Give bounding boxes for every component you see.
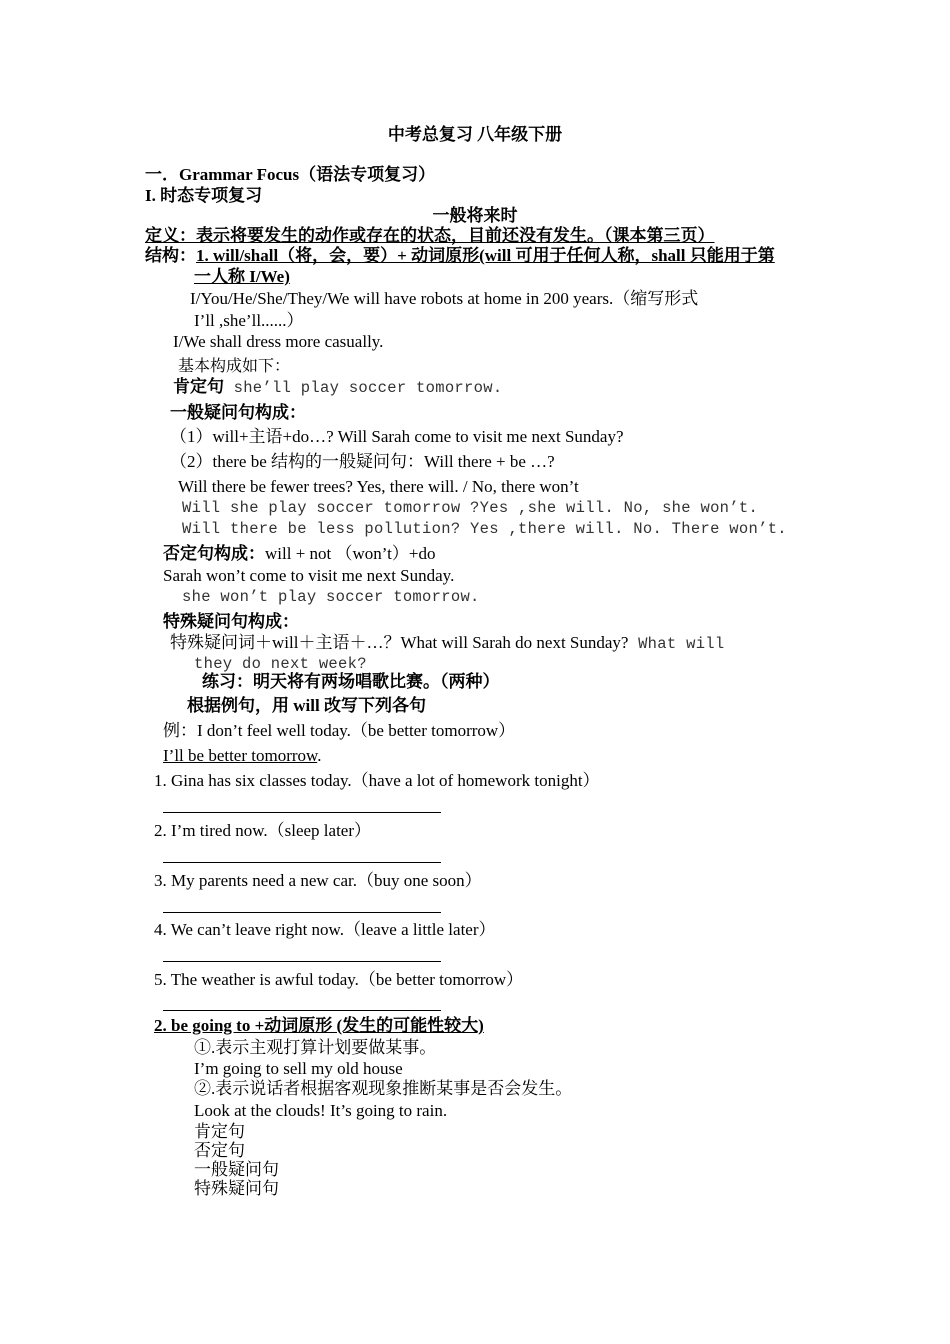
example-shall: I/We shall dress more casually. — [173, 332, 384, 351]
yes-no-example-1: Will there be fewer trees? Yes, there will. / No, there won’t — [178, 477, 579, 496]
example-will-1: I/You/He/She/They/We will have robots at home in 200 years.（缩写形式 — [190, 289, 699, 308]
exercise-4: 4. We can’t leave right now.（leave a little later） — [154, 920, 496, 939]
going-to-heading: 2. be going to +动词原形 (发生的可能性较大) — [154, 1016, 484, 1035]
going-to-example-2: Look at the clouds! It’s going to rain. — [194, 1101, 448, 1120]
yes-no-rule-1: （1）will+主语+do…? Will Sarah come to visit me next Sunday? — [170, 427, 624, 446]
topic-title: 一般将来时 — [432, 206, 518, 225]
answer-blank-5[interactable] — [163, 1010, 441, 1011]
form-affirmative: 肯定句 — [194, 1122, 245, 1141]
negative-example-2: she won’t play soccer tomorrow. — [182, 588, 480, 606]
negative-label: 否定句构成： — [163, 544, 265, 563]
subsection-heading: I. 时态专项复习 — [145, 186, 263, 205]
wh-question-label: 特殊疑问句构成： — [163, 612, 299, 631]
form-negative: 否定句 — [194, 1141, 245, 1160]
structure-rule: 1. will/shall（将，会，要）+ 动词原形(will 可用于任何人称，shall 只能用于第 — [196, 246, 775, 265]
yes-no-example-2: Will she play soccer tomorrow ?Yes ,she will. No, she won’t. — [182, 499, 759, 517]
section-heading: 一．Grammar Focus（语法专项复习） — [145, 165, 436, 184]
answer-blank-2[interactable] — [163, 862, 441, 863]
practice-prompt: 练习：明天将有两场唱歌比赛。（两种） — [202, 672, 500, 691]
affirmative-line — [173, 377, 502, 398]
structure-rule-cont: 一人称 I/We) — [194, 267, 290, 286]
structure-label: 结构： — [145, 246, 196, 265]
example-will-1-cont: I’ll ,she’ll......） — [194, 311, 304, 330]
answer-blank-3[interactable] — [163, 912, 441, 913]
page-title: 中考总复习 八年级下册 — [387, 125, 563, 144]
wh-question-example: What will — [628, 635, 725, 653]
going-to-example-1: I’m going to sell my old house — [194, 1059, 403, 1078]
negative-example-1: Sarah won’t come to visit me next Sunday. — [163, 566, 455, 585]
answer-blank-4[interactable] — [163, 961, 441, 962]
form-yes-no-question: 一般疑问句 — [194, 1160, 279, 1179]
model-answer-end: . — [317, 746, 322, 765]
rewrite-instruction: 根据例句，用 will 改写下列各句 — [187, 696, 426, 715]
exercise-2: 2. I’m tired now.（sleep later） — [154, 821, 371, 840]
wh-question-example-cont: they do next week? — [194, 655, 367, 673]
exercise-1: 1. Gina has six classes today.（have a lot of homework tonight） — [154, 771, 600, 790]
model-answer: I’ll be better tomorrow — [163, 746, 318, 765]
yes-no-label: 一般疑问句构成： — [170, 403, 306, 422]
exercise-3: 3. My parents need a new car.（buy one soon） — [154, 871, 482, 890]
wh-question-rule — [170, 633, 725, 654]
wh-question-rule-text: 特殊疑问词＋will＋主语＋…？What will Sarah do next Sunday? — [170, 633, 629, 652]
structure-line — [145, 246, 775, 266]
exercise-5: 5. The weather is awful today.（be better tomorrow） — [154, 970, 524, 989]
yes-no-rule-2: （2）there be 结构的一般疑问句：Will there + be …? — [170, 452, 555, 471]
definition-line: 定义：表示将要发生的动作或存在的状态，目前还没有发生。（课本第三页） — [145, 226, 715, 245]
going-to-use-1: ①.表示主观打算计划要做某事。 — [194, 1038, 437, 1057]
negative-rule: will + not （won’t）+do — [265, 544, 436, 563]
going-to-use-2: ②.表示说话者根据客观现象推断某事是否会发生。 — [194, 1079, 573, 1098]
model-example: 例：I don’t feel well today.（be better tomorrow） — [163, 721, 516, 740]
answer-blank-1[interactable] — [163, 812, 441, 813]
model-answer-line — [163, 746, 321, 766]
yes-no-example-3: Will there be less pollution? Yes ,there will. No. There won’t. — [182, 520, 787, 538]
affirmative-example: she’ll play soccer tomorrow. — [224, 379, 503, 397]
form-wh-question: 特殊疑问句 — [194, 1179, 279, 1198]
negative-line — [163, 544, 435, 564]
affirmative-label: 肯定句 — [173, 377, 224, 396]
basic-form-intro: 基本构成如下： — [178, 358, 291, 375]
